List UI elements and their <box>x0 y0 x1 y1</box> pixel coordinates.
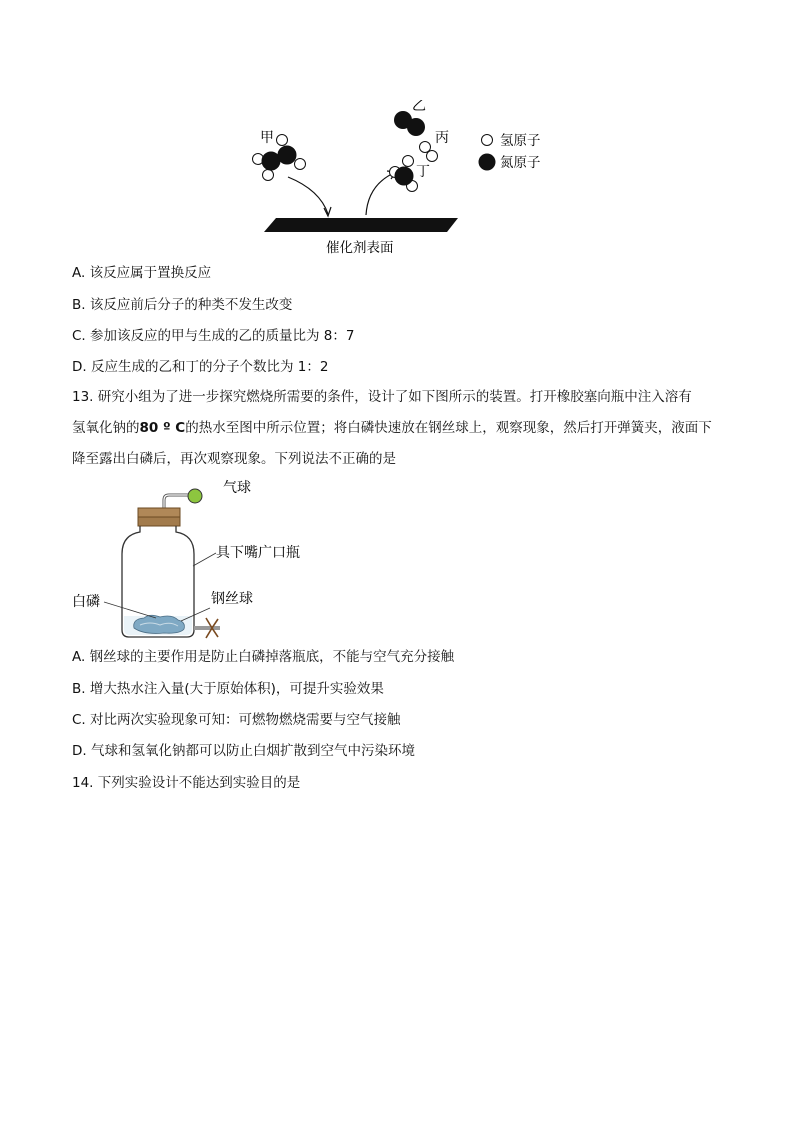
q13-line-2 <box>72 413 732 444</box>
q13-line-1: 13. 研究小组为了进一步探究燃烧所需要的条件，设计了如下图所示的装置。打开橡胶塞向瓶中注入溶有 <box>72 389 692 405</box>
label-balloon: 气球 <box>223 480 251 496</box>
label-bing: 丙 <box>435 130 449 146</box>
q12-option-a: A. 该反应属于置换反应 <box>72 265 212 281</box>
rubber-stopper <box>138 508 180 517</box>
label-yi: 乙 <box>412 100 426 114</box>
label-phosphorus: 白磷 <box>72 594 100 610</box>
reaction-diagram <box>240 100 560 260</box>
glass-tube <box>164 495 190 508</box>
label-jia: 甲 <box>260 130 274 146</box>
catalyst-surface <box>264 218 458 232</box>
legend-nitrogen: 氮原子 <box>500 155 541 171</box>
q12-option-d: D. 反应生成的乙和丁的分子个数比为 1：2 <box>72 359 329 375</box>
molecule-yi <box>394 111 425 136</box>
q13-line-3: 降至露出白磷后，再次观察现象。下列说法不正确的是 <box>72 451 396 467</box>
q13-option-a: A. 钢丝球的主要作用是防止白磷掉落瓶底，不能与空气充分接触 <box>72 649 455 665</box>
q13-option-c: C. 对比两次实验现象可知：可燃物燃烧需要与空气接触 <box>72 712 401 728</box>
legend-hydrogen: 氢原子 <box>500 133 541 149</box>
q13-line-2-pre: 氢氧化钠的 <box>72 420 140 436</box>
molecule-ding <box>390 156 418 192</box>
label-ding: 丁 <box>416 164 430 180</box>
arrow-down-icon <box>288 177 328 214</box>
label-bottle: 具下嘴广口瓶 <box>216 545 300 561</box>
apparatus-diagram <box>68 478 368 643</box>
catalyst-surface-label: 催化剂表面 <box>326 240 394 256</box>
q14-stem: 14. 下列实验设计不能达到实验目的是 <box>72 775 301 791</box>
hydrogen-legend-icon <box>482 135 493 146</box>
q12-option-b: B. 该反应前后分子的种类不发生改变 <box>72 297 293 313</box>
q13-line-2-post: 的热水至图中所示位置；将白磷快速放在钢丝球上，观察现象，然后打开弹簧夹，液面下 <box>185 420 712 436</box>
q13-option-b: B. 增大热水注入量(大于原始体积)，可提升实验效果 <box>72 681 384 697</box>
label-steel-wool: 钢丝球 <box>211 591 253 607</box>
q13-temperature: 80 º C <box>139 420 186 436</box>
balloon-icon <box>188 489 202 503</box>
q13-option-d: D. 气球和氢氧化钠都可以防止白烟扩散到空气中污染环境 <box>72 743 415 759</box>
q12-option-c: C. 参加该反应的甲与生成的乙的质量比为 8：7 <box>72 328 355 344</box>
q13-stem <box>72 382 732 475</box>
outlet-tube <box>194 626 220 630</box>
nitrogen-legend-icon <box>479 154 496 171</box>
